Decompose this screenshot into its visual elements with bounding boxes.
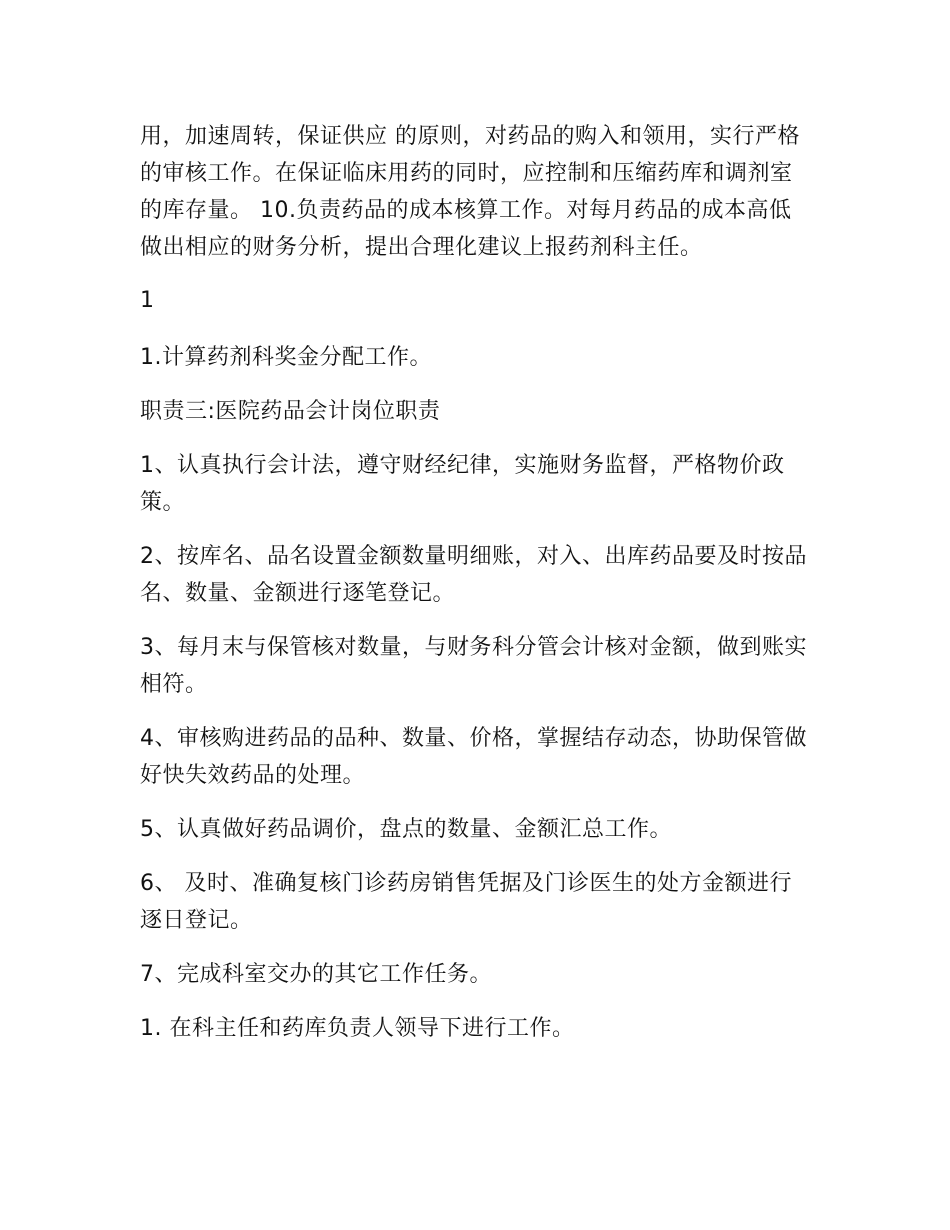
bonus-item: 1.计算药剂科奖金分配工作。 [140, 345, 432, 370]
duty-item-1: 1、认真执行会计法，遵守财经纪律，实施财务监督，严格物价政策。 [140, 453, 785, 515]
page-number: 1 [140, 288, 155, 313]
duty-item-5: 5、认真做好药品调价，盘点的数量、金额汇总工作。 [140, 817, 672, 842]
document-body [140, 118, 810, 1064]
duty-item-3: 3、每月末与保管核对数量，与财务科分管会计核对金额，做到账实相符。 [140, 635, 807, 697]
duty-item-6: 6、 及时、准确复核门诊药房销售凭据及门诊医生的处方金额进行逐日登记。 [140, 871, 792, 933]
final-item: 1. 在科主任和药库负责人领导下进行工作。 [140, 1016, 575, 1041]
section-heading: 职责三:医院药品会计岗位职责 [140, 399, 441, 424]
duty-item-2: 2、按库名、品名设置金额数量明细账，对入、出库药品要及时按品名、数量、金额进行逐笔登记。 [140, 544, 807, 606]
duty-item-4: 4、审核购进药品的品种、数量、价格，掌握结存动态，协助保管做好快失效药品的处理。 [140, 726, 807, 788]
intro-paragraph: 用，加速周转，保证供应 的原则，对药品的购入和领用，实行严格的审核工作。在保证临床用药的同时，应控制和压缩药库和调剂室的库存量。 10.负责药品的成本核算工作。对每月药品的成本高低做出相应的财务分析，提出合理化建议上报药剂科主任。 [140, 124, 800, 260]
duty-item-7: 7、完成科室交办的其它工作任务。 [140, 962, 492, 987]
